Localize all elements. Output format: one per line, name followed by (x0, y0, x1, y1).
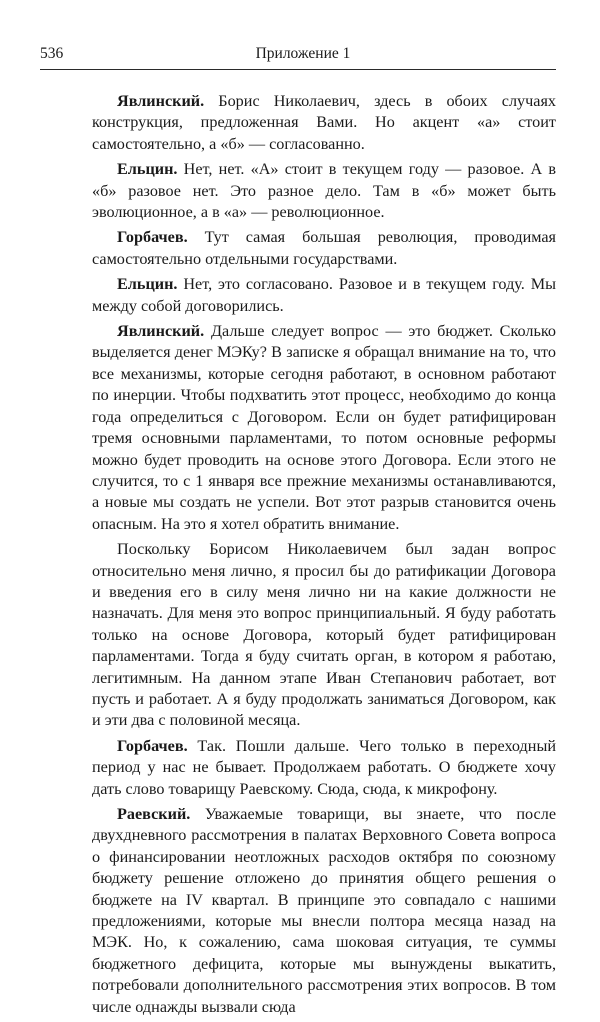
paragraph (92, 227, 556, 270)
header-divider (40, 69, 556, 70)
paragraph-text: Так. Пошли дальше. Чего только в переходный период у нас не бывает. Продолжаем работать. О бюджете хочу дать слово товарищу Раевскому. Сюда, сюда, к микрофону. (92, 736, 556, 798)
paragraph (92, 91, 556, 155)
paragraph-text: Нет, нет. «А» стоит в текущем году — разовое. А в «б» разовое нет. Это разное дело. Там в «б» может быть эволюционное, а в «а» — революционное. (92, 160, 556, 222)
paragraph-text: Нет, это согласовано. Разовое и в текущем году. Мы между собой договорились. (92, 275, 556, 315)
paragraph-text: Уважаемые товарищи, вы знаете, что после двухдневного рассмотрения в палатах Верховного Совета вопроса о финансировании неотложных расходов октября по союзному бюджету решение отложено до принятия общего решения о бюджете на IV квартал. В принципе это совпадало с нашими предложениями, которые мы внесли полтора месяца назад на МЭК. Но, к сожалению, сама шоковая ситуация, те суммы бюджетного дефицита, которые мы вынуждены выкатить, потребовали дополнительного рассмотрения этих вопросов. В том числе однажды вызвали сюда (92, 805, 556, 1016)
paragraph-text: Тут самая большая революция, проводимая самостоятельно отдельными государствами. (92, 228, 556, 268)
speaker-name: Ельцин. (117, 275, 178, 294)
speaker-name: Ельцин. (117, 160, 178, 179)
paragraph-text: Дальше следует вопрос — это бюджет. Сколько выделяется денег МЭКу? В записке я обращал внимание на то, что все механизмы, которые сегодня работают, в основном работают по инерции. Чтобы подхватить этот процесс, необходимо до конца года определиться с Договором. Если он будет ратифицирован тремя основными парламентами, то потом основные реформы можно будет проводить на основе этого Договора. Если этого не случится, то с 1 января все прежние механизмы останавливаются, а новые мы создать не успели. Вот этот разрыв становится очень опасным. На это я хотел обратить внимание. (92, 322, 556, 533)
speaker-name: Горбачев. (117, 228, 188, 247)
paragraph (92, 321, 556, 535)
paragraph (92, 539, 556, 732)
paragraph (92, 274, 556, 317)
speaker-name: Явлинский. (117, 322, 205, 341)
page-number: 536 (40, 45, 64, 62)
speaker-name: Явлинский. (117, 92, 205, 110)
paragraph (92, 736, 556, 800)
body-text (92, 91, 556, 1022)
paragraph-text: Борис Николаевич, здесь в обоих случаях конструкция, предложенная Вами. Но акцент «а» стоит самостоятельно, а «б» — согласованно. (92, 92, 556, 153)
paragraph (92, 159, 556, 223)
speaker-name: Горбачев. (117, 736, 188, 755)
paragraph (92, 804, 556, 1018)
speaker-name: Раевский. (117, 805, 191, 823)
running-header (40, 44, 556, 68)
paragraph-text: Поскольку Борисом Николаевичем был задан вопрос относительно меня лично, я просил бы до ратификации Договора и введения его в силу меня лично ни на какие должности не назначать. Для меня это вопрос принципиальный. Я буду работать только на основе Договора, который будет ратифицирован парламентами. Тогда я буду считать орган, в котором я работаю, легитимным. На данном этапе Иван Степанович работает, вот пусть и работает. А я буду продолжать заниматься Договором, как и эти два с половиной месяца. (92, 540, 556, 730)
running-title: Приложение 1 (255, 45, 351, 62)
